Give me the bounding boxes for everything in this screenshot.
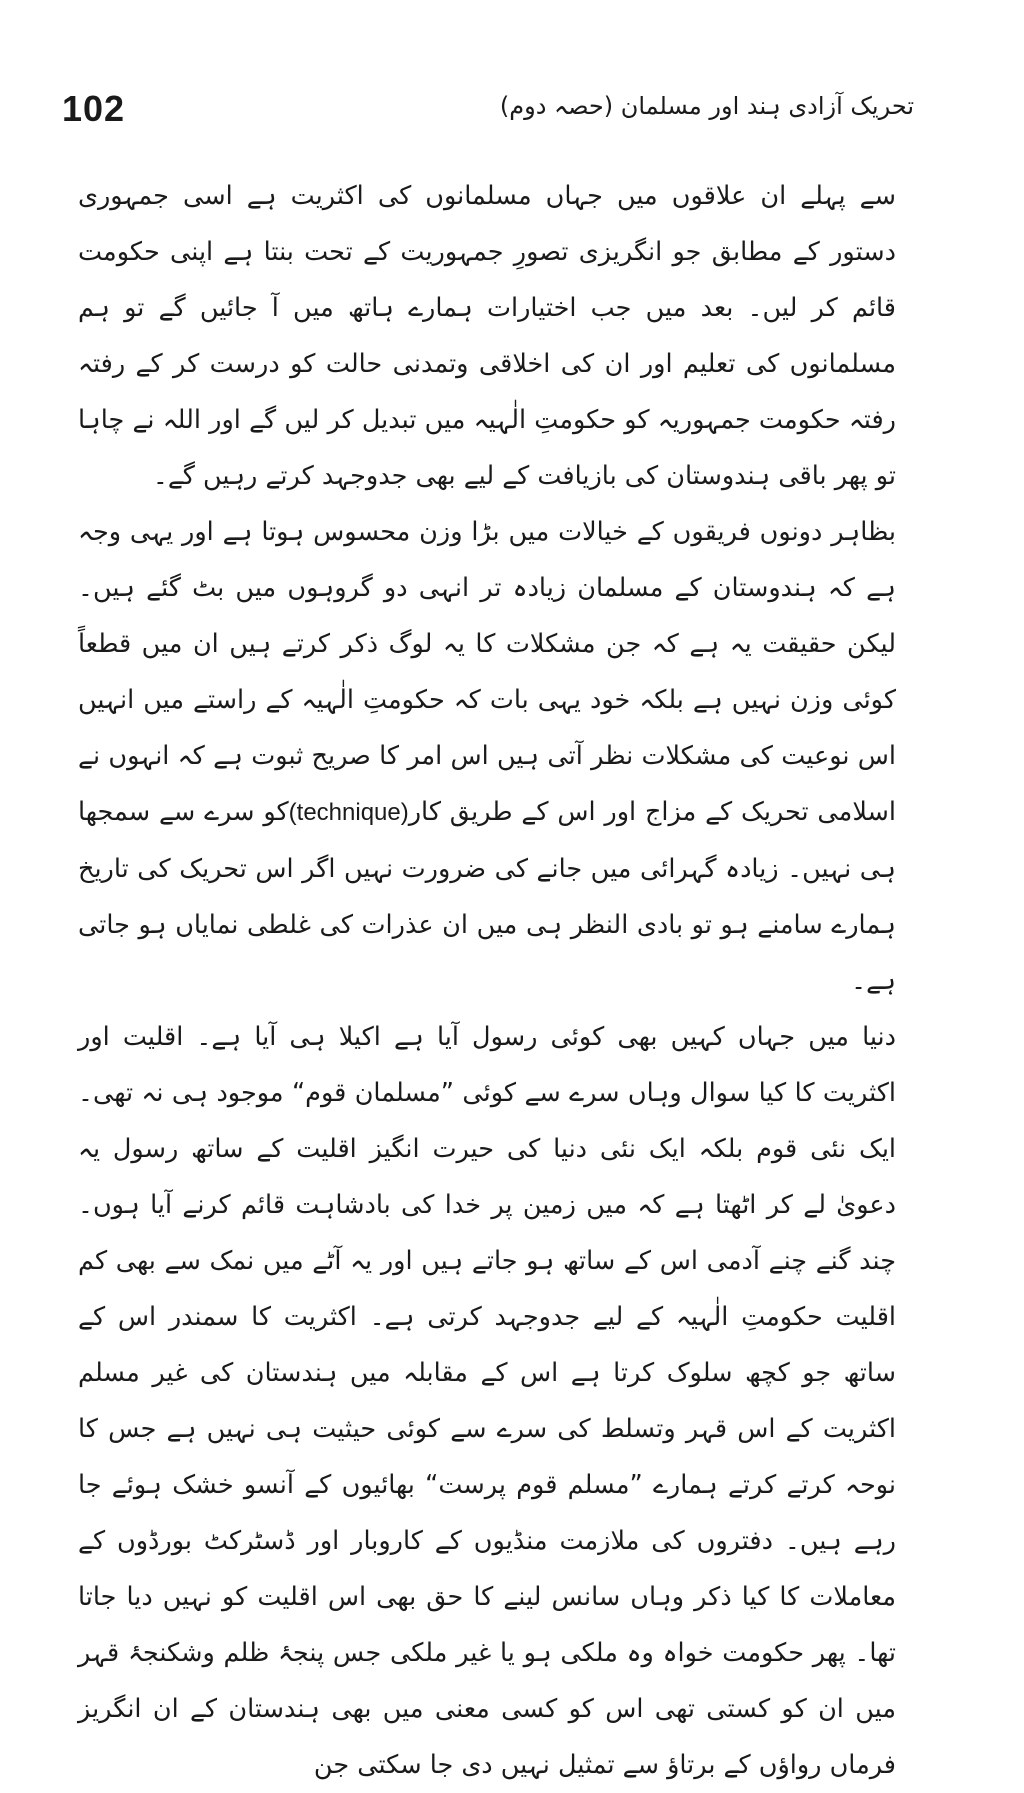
page-header <box>62 88 914 148</box>
body-text <box>78 168 896 1793</box>
paragraph-1: سے پہلے ان علاقوں میں جہاں مسلمانوں کی اکثریت ہے اسی جمہوری دستور کے مطابق جو انگریزی تصورِ جمہوریت کے تحت بنتا ہے اپنی حکومت قائم کر لیں۔ بعد میں جب اختیارات ہمارے ہاتھ میں آ جائیں گے تو ہم مسلمانوں کی تعلیم اور ان کی اخلاقی وتمدنی حالت کو درست کر کے رفتہ رفتہ حکومت جمہوریہ کو حکومتِ الٰہیہ میں تبدیل کر لیں گے اور اللہ نے چاہا تو پھر باقی ہندوستان کی بازیافت کے لیے بھی جدوجہد کرتے رہیں گے۔ <box>78 181 896 491</box>
paragraph-2-part-1: بظاہر دونوں فریقوں کے خیالات میں بڑا وزن محسوس ہوتا ہے اور یہی وجہ ہے کہ ہندوستان کے مسلمان زیادہ تر انہی دو گروہوں میں بٹ گئے ہیں۔ لیکن حقیقت یہ ہے کہ جن مشکلات کا یہ لوگ ذکر کرتے ہیں ان میں قطعاً کوئی وزن نہیں ہے بلکہ خود یہی بات کہ حکومتِ الٰہیہ کے راستے میں انہیں اس نوعیت کی مشکلات نظر آتی ہیں اس امر کا صریح ثبوت ہے کہ انہوں نے اسلامی تحریک کے مزاج اور اس کے طریق کار <box>78 517 896 827</box>
page-number: 102 <box>62 88 126 129</box>
paragraph-2-part-2: کو سرے سے سمجھا ہی نہیں۔ زیادہ گہرائی میں جانے کی ضرورت نہیں اگر اس تحریک کی تاریخ ہمارے سامنے ہو تو بادی النظر ہی میں ان عذرات کی غلطی نمایاں ہو جاتی ہے۔ <box>78 797 896 996</box>
latin-term: (technique) <box>288 799 409 826</box>
paragraph-3: دنیا میں جہاں کہیں بھی کوئی رسول آیا ہے اکیلا ہی آیا ہے۔ اقلیت اور اکثریت کا کیا سوال وہاں سرے سے کوئی ”مسلمان قوم“ موجود ہی نہ تھی۔ ایک نئی قوم بلکہ ایک نئی دنیا کی حیرت انگیز اقلیت کے ساتھ رسول یہ دعویٰ لے کر اٹھتا ہے کہ میں زمین پر خدا کی بادشاہت قائم کرنے آیا ہوں۔ چند گنے چنے آدمی اس کے ساتھ ہو جاتے ہیں اور یہ آٹے میں نمک سے بھی کم اقلیت حکومتِ الٰہیہ کے لیے جدوجہد کرتی ہے۔ اکثریت کا سمندر اس کے ساتھ جو کچھ سلوک کرتا ہے اس کے مقابلہ میں ہندستان کی غیر مسلم اکثریت کے اس قہر وتسلط کی سرے سے کوئی حیثیت ہی نہیں ہے جس کا نوحہ کرتے کرتے ہمارے ”مسلم قوم پرست“ بھائیوں کے آنسو خشک ہوئے جا رہے ہیں۔ دفتروں کی ملازمت منڈیوں کے کاروبار اور ڈسٹرکٹ بورڈوں کے معاملات کا کیا ذکر وہاں سانس لینے کا حق بھی اس اقلیت کو نہیں دیا جاتا تھا۔ پھر حکومت خواہ وہ ملکی ہو یا غیر ملکی جس پنجۂ ظلم وشکنجۂ قہر میں ان کو کستی تھی اس کو کسی معنی میں بھی ہندستان کے ان انگریز فرماں رواؤں کے برتاؤ سے تمثیل نہیں دی جا سکتی جن <box>78 1022 896 1780</box>
paragraph-2 <box>78 504 896 1009</box>
running-title: تحریک آزادی ہند اور مسلمان (حصہ دوم) <box>499 92 914 120</box>
